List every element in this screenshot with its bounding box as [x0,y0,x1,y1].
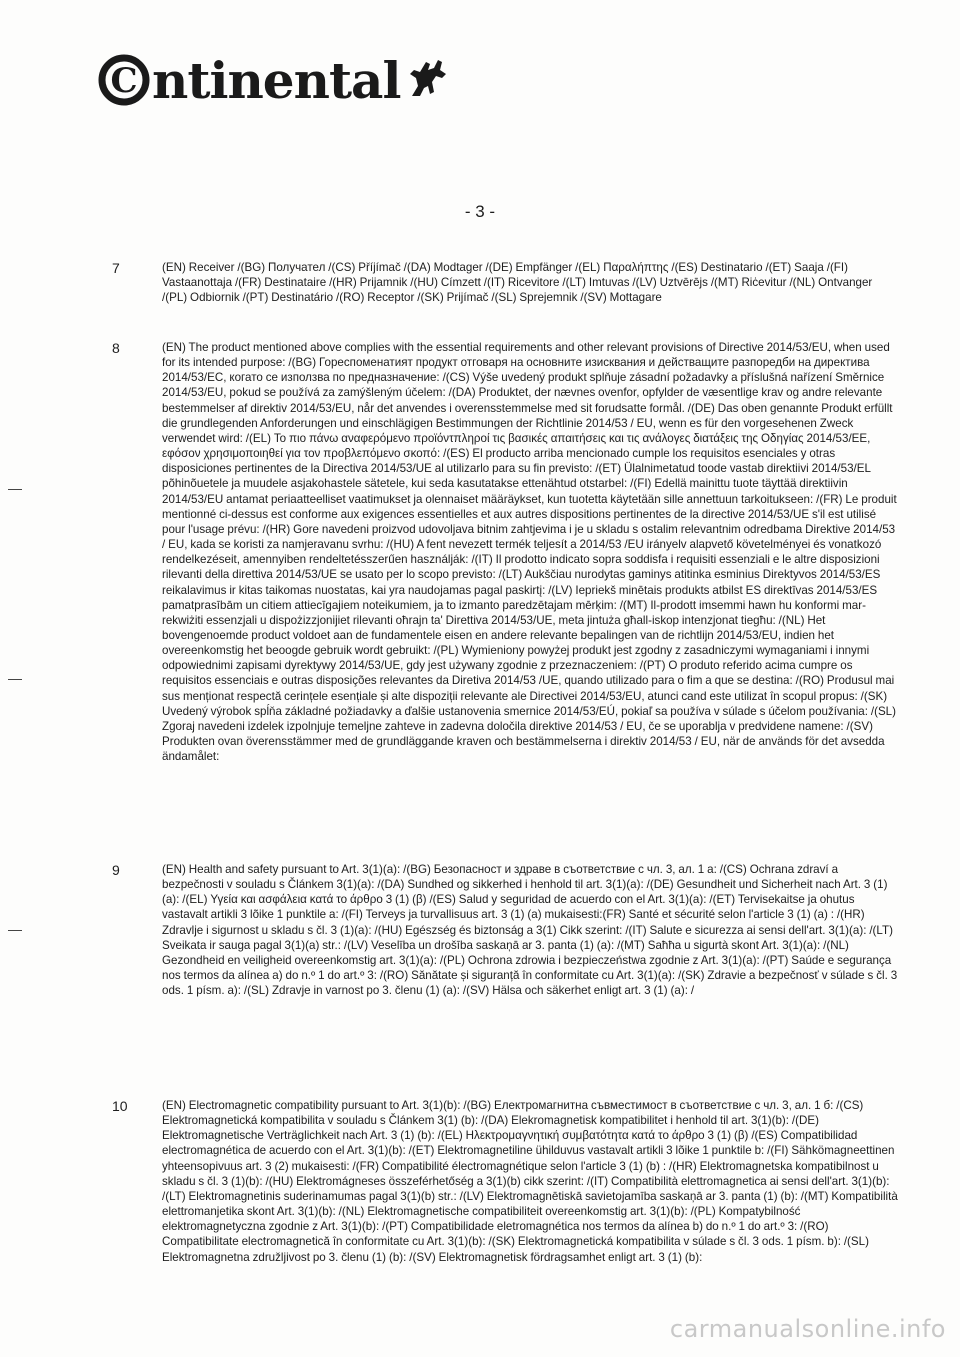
continental-logo [96,51,450,110]
logo-initial: C [110,61,138,101]
section-number: 10 [112,1098,128,1114]
logo-wordmark: ntinental [152,51,401,110]
watermark: carmanualsonline.info [669,1315,946,1343]
logo-c-ring-icon [96,52,154,106]
page-number: - 3 - [464,202,496,221]
margin-mark [8,679,22,680]
section-text: (EN) Electromagnetic compatibility pursuant to Art. 3(1)(b): /(BG) Електромагнитна съвместимост в съответствие с чл. 3, ал. 1 б: /(CS) Elektromagnetická kompatibilita v souladu s Článkem 3(1) (b): /(DA) Elekromagnetisk kompatibilitet i henhold til art. 3(1)(b): /(DE) Elektromagnetische Verträglichkeit nach Art. 3 (1) (b): /(EL) Ηλεκτρομαγνητική συμβατότητα κατά το άρθρο 3 (1) (β) /(ES) Compatibilidad electromagnética de acuerdo con el Art. 3(1)(b): /(ET) Elektromagnetiline ühilduvus vastavalt artikli 3 lõike 1 punktile b: /(FI) Sähkömagneettinen yhteensopivuus art. 3 (2) mukaisesti: /(FR) Compatibilité électromagnétique selon l'article 3 (1) (b) : /(HR) Elektromagnetska kompatibilnost u skladu s čl. 3 (1)(b): /(HU) Elektromágneses összeférhetőség a 3(1)(b) cikk szerint: /(IT) Compatibilità elettromagnetica ai sensi dell'art. 3(1)(b): /(LT) Elektromagnetinis suderinamumas pagal 3(1)(b) str.: /(LV) Elektromagnētiskā savietojamība saskaņā ar 3. panta (1) (b): /(MT) Kompatibilità elettromanjetika skont Art. 3(1)(b): /(NL) Elektromagnetische compatibiliteit overeenkomstig art. 3(1)(b): /(PL) Kompatybilność elektromagnetyczna zgodnie z Art. 3(1)(b): /(PT) Compatibilidade eletromagnética nos termos da alínea b) do n.º 1 do art.º 3: /(RO) Compatibilitate electromagnetică în conformitate cu Art. 3(1)(b): /(SK) Elektromagnetická kompatibilita v súlade s čl. 3 ods. 1 písm. b): /(SL) Elektromagnetna združljivost po 3. členu (1) (b): /(SV) Elektromagnetisk fördragsamhet enligt art. 3 (1) (b): [162,1099,898,1264]
rearing-horse-icon [404,56,450,100]
margin-mark [8,930,22,931]
margin-mark [8,489,22,490]
section-number: 9 [112,862,120,878]
section-text: (EN) The product mentioned above complies with the essential requirements and other relevant provisions of Directive 2014/53/EU, when used for its intended purpose: /(BG) Гореспоменатият продукт отговаря на основните изисквания и действащите разпоредби на директива 2014/53/ЕС, когато се използва по предназначение: /(CS) Výše uvedený produkt splňuje zásadní požadavky a příslušná nařízení Směrnice 2014/53/EU, pokud se používá za zamýšleným účelem: /(DA) Produktet, der nævnes ovenfor, opfylder de væsentlige krav og andre relevante bestemmelser af direktiv 2014/53/EU, når det anvendes i overensstemmelse med sit forudsatte formål. /(DE) Das oben genannte Produkt erfüllt die grundlegenden Anforderungen und einschlägigen Bestimmungen der Richtlinie 2014/53 / EU, wenn es für den vorgesehenen Zweck verwendet wird: /(EL) Το πιο πάνω αναφερόμενο προϊόντπληροί τις βασικές απαιτήσεις και τις ανάλογες διατάξεις της Οδηγίας 2014/53/ΕΕ, εφόσον χρησιμοποιηθεί για τον προβλεπόμενο σκοπό: /(ES) El producto arriba mencionado cumple los requisitos esenciales y otras disposiciones pertinentes de la Directiva 2014/53/UE al utilizarlo para su fin previsto: /(ET) Ülalnimetatud toode vastab direktiivi 2014/53/EL põhinõuetele ja muudele asjakohastele sätetele, kui seda kasutatakse ettenähtud otstarbel: /(FI) Edellä mainittu tuote täyttää direktiivin 2014/53/EU antamat periaatteelliset vaatimukset ja olennaiset määräykset, kun tuotetta käytetään sille annettuun tarkoitukseen: /(FR) Le produit mentionné ci-dessus est conforme aux exigences essentielles et aux autres dispositions pertinentes de la directive 2014/53/UE s'il est utilisé pour l'usage prévu: /(HR) Gore navedeni proizvod udovoljava bitnim zahtjevima i je u skladu s ostalim relevantnim odredbama Direktive 2014/53 / EU, kada se koristi za namjeravanu svrhu: /(HU) A fent nevezett termék teljesít a 2014/53 /EU irányelv alapvető követelményei és vonatkozó rendelkezéseit, amennyiben rendeltetésszerűen használják: /(IT) Il prodotto indicato sopra soddisfa i requisiti essenziali e le altre disposizioni rilevanti della direttiva 2014/53/UE se usato per lo scopo previsto: /(LT) Aukščiau nurodytas gaminys atitinka esminius Direktyvos 2014/53/ES reikalavimus ir kitas taikomas nuostatas, kai yra naudojamas pagal paskirtį: /(LV) Iepriekš minētais produkts atbilst ES direktīvas 2014/53/ES pamatprasībām un citiem attiecīgajiem noteikumiem, ja to izmanto paredzētajam mērķim: /(MT) Il-prodott imsemmi hawn hu konformi mar-rekwiżiti essenzjali u dispożizzjonijiet rilevanti oħrajn ta' Direttiva 2014/53/UE, meta jintuża għall-iskop intenzjonat tiegħu: /(NL) Het bovengenoemde product voldoet aan de fundamentele eisen en andere relevante bepalingen van de richtlijn 2014/53/EU, indien het overeenkomstig het beoogde gebruik wordt gebruikt: /(PL) Wymieniony powyżej produkt jest zgodny z zasadniczymi wymaganiami i innymi odpowiednimi zapisami dyrektywy 2014/53/UE, gdy jest używany zgodnie z przeznaczeniem: /(PT) O produto referido acima cumpre os requisitos essenciais e outras disposições relevantes da Diretiva 2014/53 /UE, quando utilizado para o fim a que se destina: /(RO) Produsul mai sus menționat respectă cerințele esențiale și alte dispoziții relevante ale Directivei 2014/53/EU, atunci cand este utilizat în scopul propus: /(SK) Uvedený výrobok spĺňa základné požiadavky a ďalšie ustanovenia smernice 2014/53/EÚ, pokiaľ sa používa v súlade s účelom používania: /(SL) Zgoraj navedeni izdelek izpolnjuje temeljne zahteve in zadevna določila direktive 2014/53 / EU, če se uporablja v predvidene namene: /(SV) Produkten ovan överensstämmer med de grundläggande kraven och bestämmelserna i direktiv 2014/53 / EU, när de används för det avsedda ändamålet: [162,341,897,764]
section-text: (EN) Health and safety pursuant to Art. 3(1)(a): /(BG) Безопасност и здраве в съответствие с чл. 3, ал. 1 а: /(CS) Ochrana zdraví a bezpečnosti v souladu s Článkem 3(1)(a): /(DA) Sundhed og sikkerhed i henhold til art. 3(1)(a): /(DE) Gesundheit und Sicherheit nach Art. 3 (1) (a): /(EL) Υγεία και ασφάλεια κατά το άρθρο 3 (1) (β) /(ES) Salud y seguridad de acuerdo con el Art. 3(1)(a): /(ET) Tervisekaitse ja ohutus vastavalt artikli 3 lõike 1 punktile a: /(FI) Terveys ja turvallisuus art. 3 (1) (a) mukaisesti:(FR) Santé et sécurité selon l'article 3 (1) (a) : /(HR) Zdravlje i sigurnost u skladu s čl. 3 (1)(a): /(HU) Egészség és biztonság a 3(1) Cikk szerint: /(IT) Salute e sicurezza ai sensi dell'art. 3(1)(a): /(LT) Sveikata ir sauga pagal 3(1)(a) str.: /(LV) Veselība un drošība saskaņā ar 3. panta (1) (a): /(MT) Saħħa u sigurtà skont Art. 3(1)(a): /(NL) Gezondheid en veiligheid overeenkomstig art. 3(1)(a): /(PL) Ochrona zdrowia i bezpieczeństwa zgodnie z Art. 3(1)(a): /(PT) Saúde e segurança nos termos da alínea a) do n.º 1 do art.º 3: /(RO) Sănătate și siguranță în conformitate cu Art. 3(1)(a): /(SK) Zdravie a bezpečnosť v súlade s čl. 3 ods. 1 písm. a): /(SL) Zdravje in varnost po 3. členu (1) (a): /(SV) Hälsa och säkerhet enligt art. 3 (1) (a): / [162,863,898,998]
section-number: 8 [112,340,120,356]
section-text: (EN) Receiver /(BG) Получател /(CS) Příjímač /(DA) Modtager /(DE) Empfänger /(EL) Παραλήπτης /(ES) Destinatario /(ET) Saaja /(FI) Vastaanottaja /(FR) Destinataire /(HR) Prijamnik /(HU) Címzett /(IT) Ricevitore /(LT) Imtuvas /(LV) Uztvērējs /(MT) Riċevitur /(NL) Ontvanger /(PL) Odbiornik /(PT) Destinatário /(RO) Receptor /(SK) Prijímač /(SL) Sprejemnik /(SV) Mottagare [162,261,873,305]
section-number: 7 [112,260,120,276]
